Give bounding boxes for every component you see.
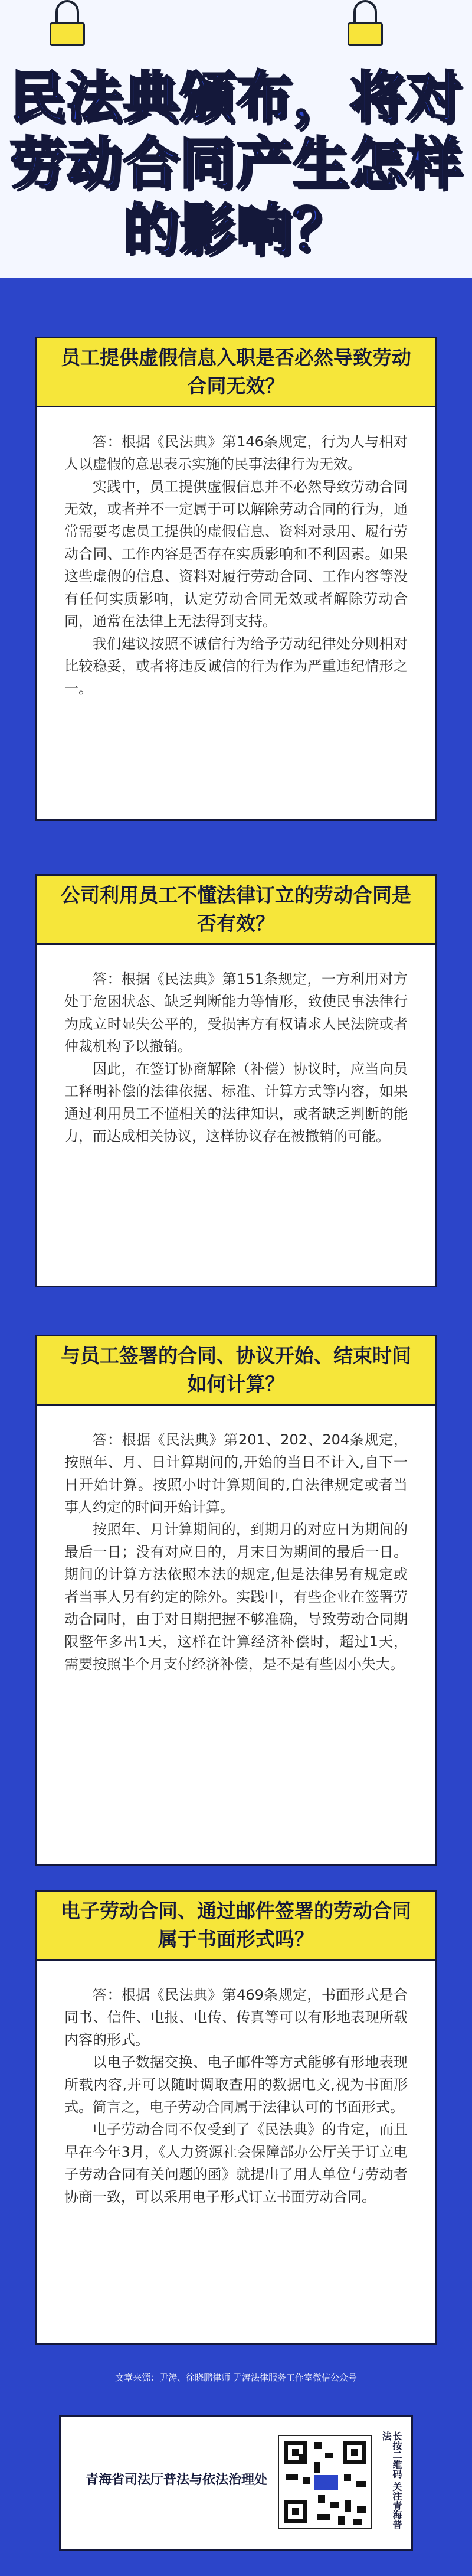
answer-paragraph: 以电子数据交换、电子邮件等方式能够有形地表现所载内容,并可以随时调取查用的数据电文,视为书面形式。简言之，电子劳动合同属于法律认可的书面形式。: [64, 2054, 408, 2115]
answer-paragraph: 答：根据《民法典》第469条规定，书面形式是合同书、信件、电报、电传、传真等可以有形地表现所载内容的形式。: [64, 1987, 408, 2048]
answer-paragraph: 实践中，员工提供虚假信息并不必然导致劳动合同无效，或者并不一定属于可以解除劳动合同的行为，通常需要考虑员工提供的虚假信息、资料对录用、履行劳动合同、工作内容是否存在实质影响和不利因素。如果这些虚假的信息、资料对履行劳动合同、工作内容等没有任何实质影响，认定劳动合同无效或者解除劳动合同，通常在法律上无法得到支持。: [64, 478, 408, 630]
answer-paragraph: 电子劳动合同不仅受到了《民法典》的肯定，而且早在今年3月，《人力资源社会保障部办公厅关于订立电子劳动合同有关问题的函》就提出了用人单位与劳动者协商一致，可以采用电子形式订立书面劳动合同。: [64, 2121, 408, 2205]
answer-paragraph: 因此，在签订协商解除（补偿）协议时，应当向员工释明补偿的法律依据、标准、计算方式等内容，如果通过利用员工不懂相关的法律知识，或者缺乏判断的能力，而达成相关协议，这样协议存在被撤销的可能。: [64, 1061, 408, 1144]
title-line: 的影响？: [122, 198, 349, 262]
binder-clip-icon: [345, 0, 385, 46]
answer-paragraph: 答：根据《民法典》第151条规定，一方利用对方处于危困状态、缺乏判断能力等情形，致使民事法律行为成立时显失公平的，受损害方有权请求人民法院或者仲裁机构予以撤销。: [64, 971, 408, 1055]
title-line: 劳动合同产生怎样: [9, 132, 463, 196]
answer-text: [37, 1984, 435, 2208]
question-banner: 公司利用员工不懂法律订立的劳动合同是否有效？: [35, 874, 437, 945]
question-banner: 电子劳动合同、通过邮件签署的劳动合同属于书面形式吗？: [35, 1890, 437, 1961]
answer-card: [35, 372, 437, 821]
answer-card: [35, 1370, 437, 1866]
answer-text: [37, 1429, 435, 1675]
source-credit: 文章来源：尹涛、徐晓鹏律师 尹涛法律服务工作室微信公众号: [115, 2372, 357, 2383]
answer-paragraph: 答：根据《民法典》第201、202、204条规定，按照年、月、日计算期间的,开始的当日不计入,自下一日开始计算。按照小时计算期间的,自法律规定或者当事人约定的时间开始计算。: [64, 1432, 408, 1515]
answer-paragraph: 答：根据《民法典》第146条规定，行为人与相对人以虚假的意思表示实施的民事法律行为无效。: [64, 433, 408, 472]
page-title: [0, 65, 472, 263]
question-banner: 员工提供虚假信息入职是否必然导致劳动合同无效？: [35, 337, 437, 407]
answer-text: [37, 968, 435, 1147]
answer-paragraph: 我们建议按照不诚信行为给予劳动纪律处分则相对比较稳妥，或者将违反诚信的行为作为严重违纪情形之一。: [64, 635, 408, 697]
answer-text: [37, 431, 435, 700]
header: [0, 0, 472, 278]
title-line: 民法典颁布，将对: [9, 66, 463, 130]
binder-clip-icon: [47, 0, 87, 46]
scan-hint: 长按二维码 关注青海普法: [381, 2431, 402, 2529]
answer-paragraph: 按照年、月计算期间的，到期月的对应日为期间的最后一日；没有对应日的，月末日为期间的最后一日。期间的计算方法依照本法的规定,但是法律另有规定或者当事人另有约定的除外。实践中，有些企业在签署劳动合同时，由于对日期把握不够准确，导致劳动合同期限整年多出1天，这样在计算经济补偿时，超过1天，需要按照半个月支付经济补偿，是不是有些因小失大。: [64, 1521, 408, 1672]
footer-card: [59, 2415, 413, 2551]
question-banner: 与员工签署的合同、协议开始、结束时间如何计算？: [35, 1335, 437, 1406]
qr-code-icon[interactable]: [278, 2435, 372, 2529]
answer-card: [35, 909, 437, 1287]
answer-card: [35, 1925, 437, 2345]
organization-name: 青海省司法厅普法与依法治理处: [86, 2473, 268, 2487]
